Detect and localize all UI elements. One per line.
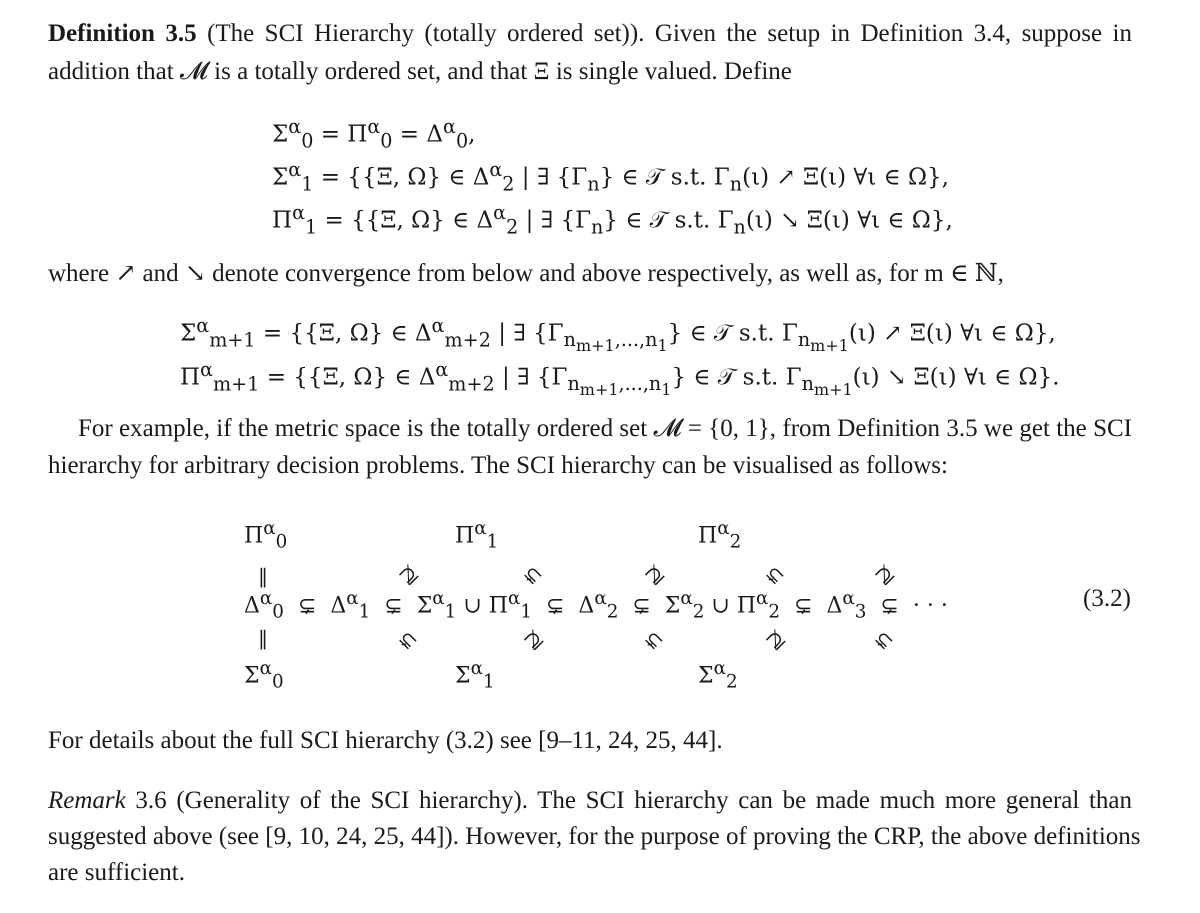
rel-lower-1: ⊊ [393,625,423,655]
vertical-equals-top: ‖ [258,564,268,588]
example-line-2: hierarchy for arbitrary decision problems. The SCI hierarchy can be visualised as follows: [48,452,948,479]
diagram-bottom-sigma2: $\Sigma^\alpha_2$ [698,658,738,693]
equation-pi1: $\Pi^\alpha_1 = \{\{\Xi$, Ω} ∈ $\Delta^\alpha_2$ | ∃ $\{\Gamma_n\}$ ∈ 𝒯 s.t. $\Gamma_n(\iota)$ ↘ Ξ(ι) ∀ι ∈ Ω}, [272,201,953,239]
rel-lower-3: ⊊ [639,625,669,655]
definition-text-1: Given the setup in Definition 3.4, suppose in [654,20,1132,47]
remark-line-2: suggested above (see [9, 10, 24, 25, 44]). However, for the purpose of proving the CRP, the above definitions [48,823,1141,850]
diagram-top-pi1: $\Pi^\alpha_1$ [455,518,499,553]
rel-upper-5: ⊉ [869,560,899,590]
rel-upper-2: ⊊ [518,560,548,590]
remark-line-1 [48,787,1132,815]
rel-lower-2: ⊉ [518,625,548,655]
diagram-bottom-sigma0: $\Sigma^\alpha_0$ [244,658,284,693]
equation-sigma-m1: $\Sigma^\alpha_{m+1} = \{\{\Xi$, Ω} ∈ $\Delta^\alpha_{m+2}$ | ∃ $\{\Gamma_{n_{m+1},...,n_1}\}$ ∈ 𝒯 s.t. $\Gamma_{n_{m+1}}(\iota)$ ↗ Ξ(ι) ∀ι ∈ Ω}, [180,314,1056,356]
diagram-top-pi2: $\Pi^\alpha_2$ [698,518,742,553]
rel-upper-1: ⊉ [393,560,423,590]
remark-number: 3.6 [135,787,167,814]
equation-pi-m1: $\Pi^\alpha_{m+1} = \{\{\Xi$, Ω} ∈ $\Delta^\alpha_{m+2}$ | ∃ $\{\Gamma_{n_{m+1},...,n_1}\}$ ∈ 𝒯 s.t. $\Gamma_{n_{m+1}}(\iota)$ ↘ Ξ(ι) ∀ι ∈ Ω}. [180,358,1060,400]
remark-text-1: (Generality of the SCI hierarchy). The SCI hierarchy can be made much more general than [176,787,1133,814]
diagram-middle-row: $\Delta^\alpha_0$ ⊊ $\Delta^\alpha_1$ ⊊ $\Sigma^\alpha_1$ ∪ $\Pi^\alpha_1$ ⊊ $\Delta^\alpha_2$ ⊊ $\Sigma^\alpha_2$ ∪ $\Pi^\alpha_2$ ⊊ $\Delta^\alpha_3$ ⊊ · · · [244,588,948,623]
equation-sigma1: $\Sigma^\alpha_1 = \{\{\Xi$, Ω} ∈ $\Delta^\alpha_2$ | ∃ $\{\Gamma_n\}$ ∈ 𝒯 s.t. $\Gamma_n(\iota)$ ↗ Ξ(ι) ∀ι ∈ Ω}, [272,158,949,196]
rel-lower-5: ⊊ [869,625,899,655]
definition-line-2: addition that 𝓜 is a totally ordered set, and that Ξ is single valued. Define [48,58,792,85]
where-line: where ↗ and ↘ denote convergence from below and above respectively, as well as, for m ∈ ℕ, [48,260,1004,287]
diagram-top-pi0: $\Pi^\alpha_0$ [244,518,288,553]
details-line: For details about the full SCI hierarchy (3.2) see [9–11, 24, 25, 44]. [48,727,723,754]
example-line-1: For example, if the metric space is the totally ordered set 𝓜 = {0, 1}, from Definition 3.5 we get the SCI [78,415,1132,442]
remark-label: Remark [48,787,126,814]
definition-line-1 [48,20,1132,48]
diagram-bottom-sigma1: $\Sigma^\alpha_1$ [455,658,495,693]
equation-sigma0: $\Sigma^\alpha_0 = \Pi^\alpha_0 = \Delta^\alpha_0$, [272,115,476,153]
equation-number: (3.2) [1083,585,1131,612]
rel-lower-4: ⊉ [760,625,790,655]
remark-line-3: are sufficient. [48,859,185,886]
rel-upper-3: ⊉ [639,560,669,590]
vertical-equals-bottom: ‖ [258,626,268,650]
definition-title: (The SCI Hierarchy (totally ordered set)). [207,20,645,47]
definition-label: Definition 3.5 [48,20,197,47]
rel-upper-4: ⊊ [760,560,790,590]
